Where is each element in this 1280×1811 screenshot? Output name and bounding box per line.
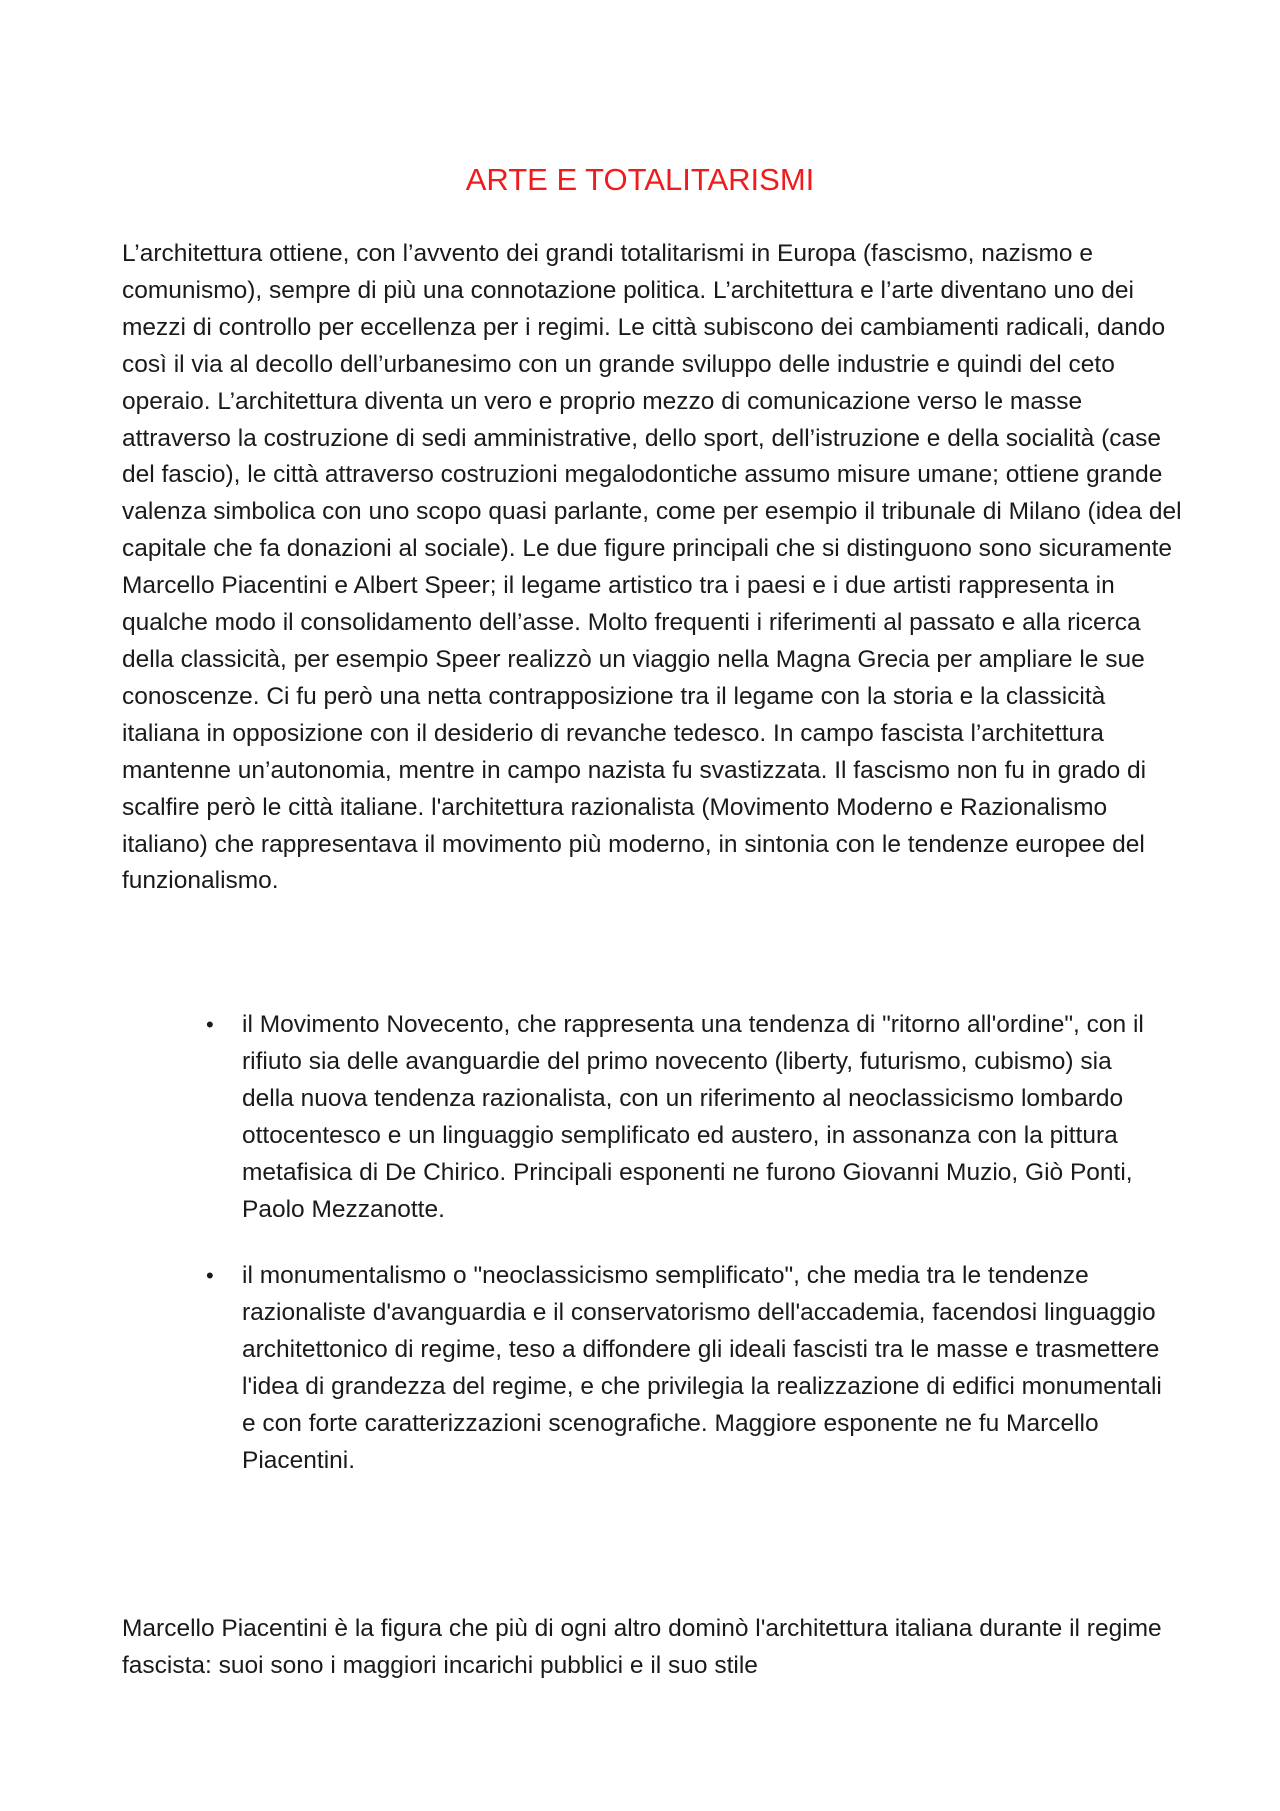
page-title: ARTE E TOTALITARISMI xyxy=(465,162,815,197)
bullet-dot: • xyxy=(206,1263,214,1289)
list-item xyxy=(206,1007,1162,1228)
list-item-text: il monumentalismo o "neoclassicismo semplificato", che media tra le tendenze razionaliste d'avanguardia e il conservatorismo dell'accademia, facendosi linguaggio architettonico di regime, teso a diffondere gli ideali fascisti tra le masse e trasmettere l'idea di grandezza del regime, e che privilegia la realizzazione di edifici monumentali e con forte caratterizzazioni scenografiche. Maggiore esponente ne fu Marcello Piacentini. xyxy=(242,1262,1162,1474)
bullet-list xyxy=(206,1007,1162,1510)
list-item xyxy=(206,1258,1162,1479)
closing-paragraph: Marcello Piacentini è la figura che più di ogni altro dominò l'architettura italiana durante il regime fascista: suoi sono i maggiori incarichi pubblici e il suo stile xyxy=(122,1615,1162,1679)
list-item-text: il Movimento Novecento, che rappresenta una tendenza di "ritorno all'ordine", con il rifiuto sia delle avanguardie del primo novecento (liberty, futurismo, cubismo) sia della nuova tendenza razionalista, con un riferimento al neoclassicismo lombardo ottocentesco e un linguaggio semplificato ed austero, in assonanza con la pittura metafisica di De Chirico. Principali esponenti ne furono Giovanni Muzio, Giò Ponti, Paolo Mezzanotte. xyxy=(242,1011,1144,1223)
intro-paragraph: L’architettura ottiene, con l’avvento dei grandi totalitarismi in Europa (fascismo, nazismo e comunismo), sempre di più una connotazione politica. L’architettura e l’arte diventano uno dei mezzi di controllo per eccellenza per i regimi. Le città subiscono dei cambiamenti radicali, dando così il via al decollo dell’urbanesimo con un grande sviluppo delle industrie e quindi del ceto operaio. L’architettura diventa un vero e proprio mezzo di comunicazione verso le masse attraverso la costruzione di sedi amministrative, dello sport, dell’istruzione e della socialità (case del fascio), le città attraverso costruzioni megalodontiche assumo misure umane; ottiene grande valenza simbolica con uno scopo quasi parlante, come per esempio il tribunale di Milano (idea del capitale che fa donazioni al sociale). Le due figure principali che si distinguono sono sicuramente Marcello Piacentini e Albert Speer; il legame artistico tra i paesi e i due artisti rappresenta in qualche modo il consolidamento dell’asse. Molto frequenti i riferimenti al passato e alla ricerca della classicità, per esempio Speer realizzò un viaggio nella Magna Grecia per ampliare le sue conoscenze. Ci fu però una netta contrapposizione tra il legame con la storia e la classicità italiana in opposizione con il desiderio di revanche tedesco. In campo fascista l’architettura mantenne un’autonomia, mentre in campo nazista fu svastizzata. Il fascismo non fu in grado di scalfire però le città italiane. l'architettura razionalista (Movimento Moderno e Razionalismo italiano) che rappresentava il movimento più moderno, in sintonia con le tendenze europee del funzionalismo. xyxy=(122,240,1182,895)
bullet-dot: • xyxy=(206,1012,214,1037)
